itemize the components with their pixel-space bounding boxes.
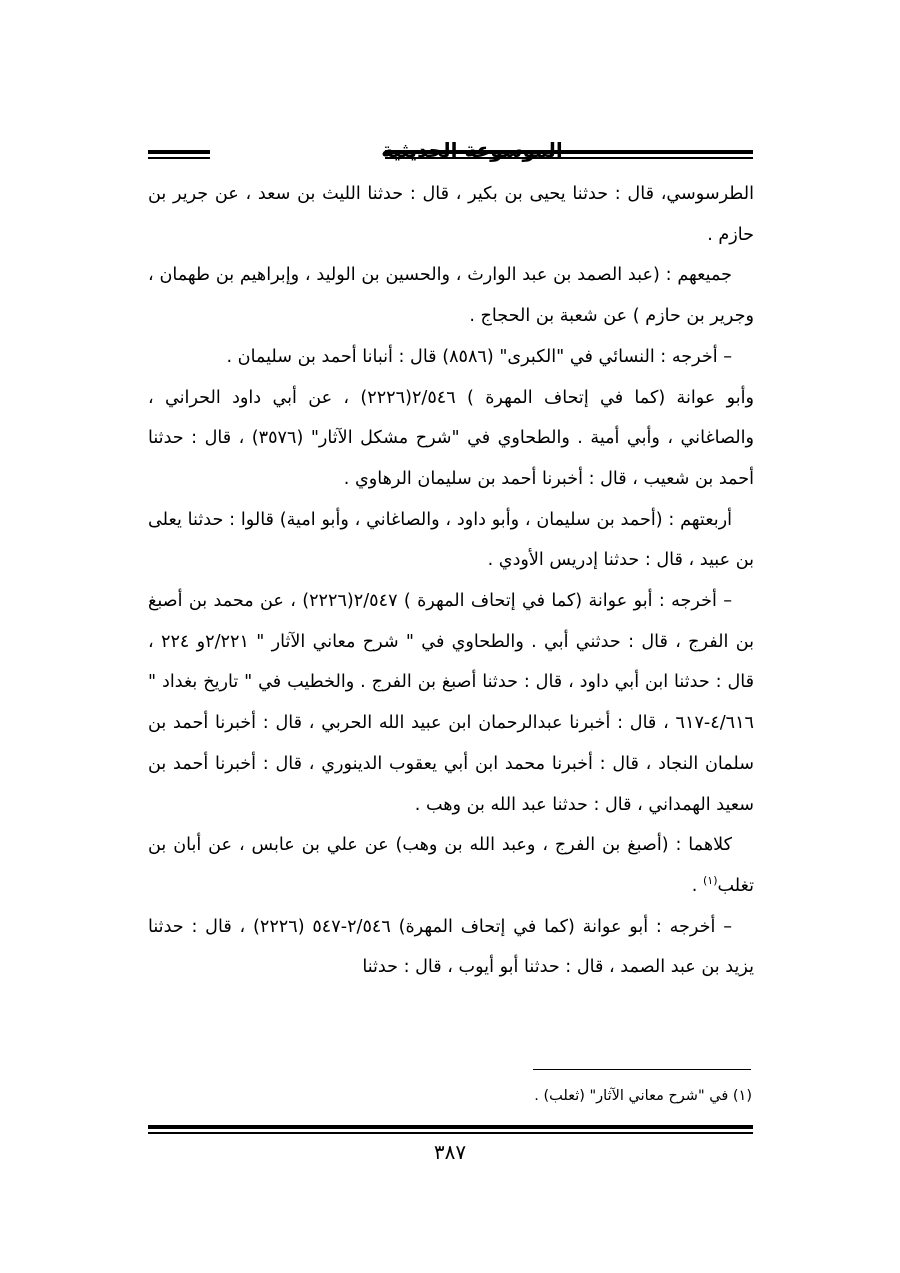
page-number: ٣٨٧ bbox=[433, 1140, 467, 1164]
footnote: (١) في "شرح معاني الآثار" (ثعلب) . bbox=[534, 1088, 752, 1104]
paragraph: جميعهم : (عبد الصمد بن عبد الوارث ، والحسين بن الوليد ، وإبراهيم بن طهمان ، وجرير بن حازم ) عن شعبة بن الحجاج . bbox=[148, 265, 754, 327]
paragraph: – أخرجه : أبو عوانة (كما في إتحاف المهرة ) ٢/٥٤٧(٢٢٢٦) ، عن محمد بن أصبغ بن الفرج ، قال : حدثني أبي . والطحاوي في " شرح معاني الآثار " ٢/٢٢١و ٢٢٤ ، قال : حدثنا ابن أبي داود ، قال : حدثنا أصبغ بن الفرج . والخطيب في " تاريخ بغداد " ٤/٦١٦-٦١٧ ، قال : أخبرنا عبدالرحمان ابن عبيد الله الحربي ، قال : أخبرنا أحمد بن سلمان النجاد ، قال : أخبرنا محمد ابن أبي يعقوب الدينوري ، قال : أخبرنا أحمد بن سعيد الهمداني ، قال : حدثنا عبد الله بن وهب . bbox=[148, 591, 754, 815]
paragraph: الطرسوسي، قال : حدثنا يحيى بن بكير ، قال : حدثنا الليث بن سعد ، عن جرير بن حازم . bbox=[148, 184, 754, 245]
paragraph-text: كلاهما : (أصبغ بن الفرج ، وعبد الله بن وهب) عن علي بن عابس ، عن أبان بن تغلب bbox=[148, 835, 754, 896]
running-header-title: الموسوعة الحديثية bbox=[381, 138, 563, 162]
paragraph-tail: . bbox=[691, 875, 703, 896]
paragraph bbox=[148, 825, 754, 906]
paragraph: – أخرجه : أبو عوانة (كما في إتحاف المهرة) ٢/٥٤٦-٥٤٧ (٢٢٢٦) ، قال : حدثنا يزيد بن عبد الصمد ، قال : حدثنا أبو أيوب ، قال : حدثنا bbox=[148, 916, 754, 978]
paragraph: أربعتهم : (أحمد بن سليمان ، وأبو داود ، والصاغاني ، وأبو امية) قالوا : حدثنا يعلى بن عبيد ، قال : حدثنا إدريس الأودي . bbox=[148, 509, 754, 571]
header-rule-left bbox=[148, 150, 210, 161]
footnote-separator bbox=[533, 1069, 751, 1070]
footer-rule bbox=[148, 1125, 753, 1136]
paragraph: وأبو عوانة (كما في إتحاف المهرة ) ٢/٥٤٦(٢٢٢٦) ، عن أبي داود الحراني ، والصاغاني ، وأبي أمية . والطحاوي في "شرح مشكل الآثار" (٣٥٧٦) ، قال : حدثنا أحمد بن شعيب ، قال : أخبرنا أحمد بن سليمان الرهاوي . bbox=[148, 387, 755, 489]
body-text bbox=[148, 174, 754, 988]
footnote-reference: (١) bbox=[702, 874, 718, 888]
paragraph: – أخرجه : النسائي في "الكبرى" (٨٥٨٦) قال : أنبانا أحمد بن سليمان . bbox=[226, 346, 732, 367]
